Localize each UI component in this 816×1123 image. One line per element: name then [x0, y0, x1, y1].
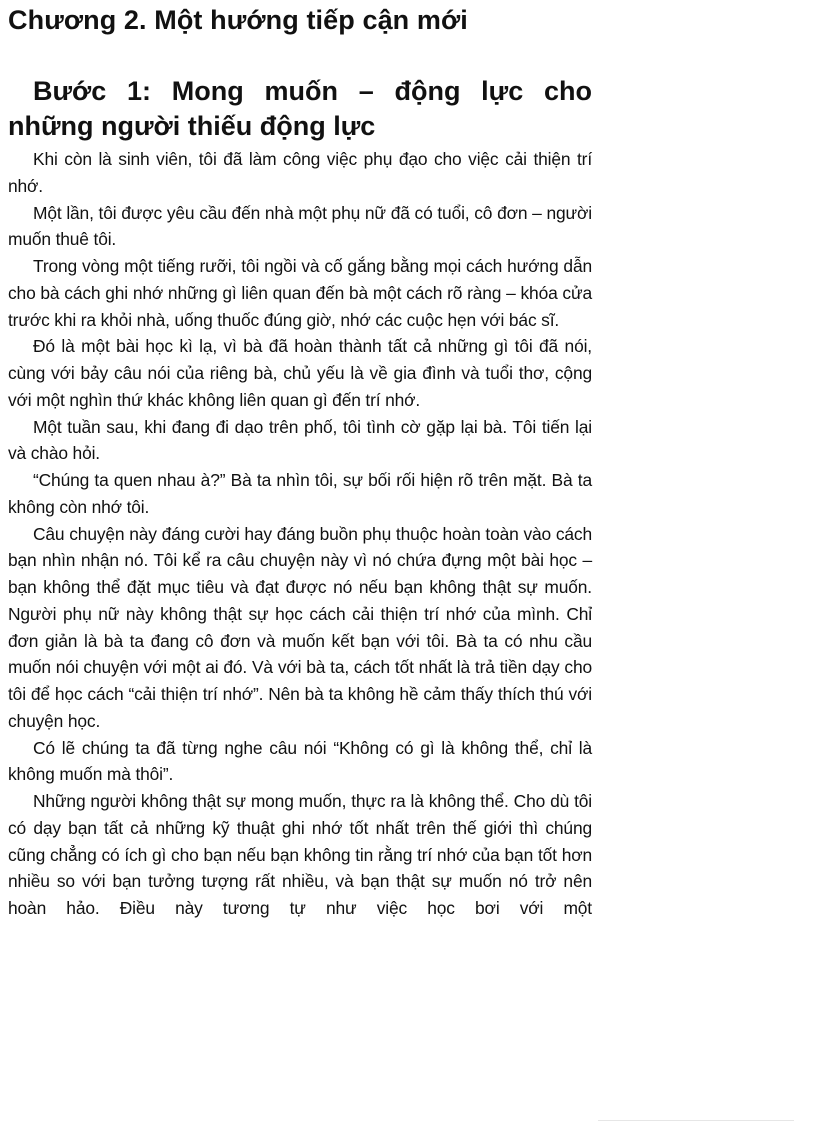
- paragraph: Một lần, tôi được yêu cầu đến nhà một phụ nữ đã có tuổi, cô đơn – người muốn thuê tôi.: [8, 202, 592, 250]
- chapter-title: Chương 2. Một hướng tiếp cận mới: [8, 5, 468, 35]
- paragraph: Câu chuyện này đáng cười hay đáng buồn phụ thuộc hoàn toàn vào cách bạn nhìn nhận nó. Tôi kể ra câu chuyện này vì nó chứa đựng một bài học – bạn không thể đặt mục tiêu và đạt được nó nếu bạn không thật sự muốn. Người phụ nữ này không thật sự học cách cải thiện trí nhớ của mình. Chỉ đơn giản là bà ta đang cô đơn và muốn kết bạn với tôi. Bà ta có nhu cầu muốn nói chuyện với một ai đó. Và với bà ta, cách tốt nhất là trả tiền dạy cho tôi để học cách “cải thiện trí nhớ”. Nên bà ta không hề cảm thấy thích thú với chuyện học.: [8, 523, 592, 731]
- document-page: [8, 0, 592, 922]
- body-text: [8, 146, 592, 922]
- paragraph: Trong vòng một tiếng rưỡi, tôi ngồi và cố gắng bằng mọi cách hướng dẫn cho bà cách ghi nhớ những gì liên quan đến bà một cách rõ ràng – khóa cửa trước khi ra khỏi nhà, uống thuốc đúng giờ, nhớ các cuộc hẹn với bác sĩ.: [8, 256, 592, 330]
- paragraph: Có lẽ chúng ta đã từng nghe câu nói “Không có gì là không thể, chỉ là không muốn mà thôi”.: [8, 737, 592, 785]
- paragraph: Đó là một bài học kì lạ, vì bà đã hoàn thành tất cả những gì tôi đã nói, cùng với bảy câu nói của riêng bà, chủ yếu là về gia đình và tuổi thơ, cộng với một nghìn thứ khác không liên quan gì đến trí nhớ.: [8, 336, 592, 410]
- paragraph: “Chúng ta quen nhau à?” Bà ta nhìn tôi, sự bối rối hiện rõ trên mặt. Bà ta không còn nhớ tôi.: [8, 470, 592, 517]
- paragraph: Những người không thật sự mong muốn, thực ra là không thể. Cho dù tôi có dạy bạn tất cả những kỹ thuật ghi nhớ tốt nhất trên thế giới thì chúng cũng chẳng có ích gì cho bạn nếu bạn không tin rằng trí nhớ của bạn tốt hơn nhiều so với bạn tưởng tượng rất nhiều, và bạn thật sự muốn nó trở nên hoàn hảo. Điều này tương tự như việc học bơi với một: [8, 791, 592, 918]
- section-title: Bước 1: Mong muốn – động lực cho những người thiếu động lực: [8, 76, 592, 141]
- page-edge-divider: [598, 1120, 794, 1121]
- paragraph: Khi còn là sinh viên, tôi đã làm công việc phụ đạo cho việc cải thiện trí nhớ.: [8, 149, 592, 196]
- paragraph: Một tuần sau, khi đang đi dạo trên phố, tôi tình cờ gặp lại bà. Tôi tiến lại và chào hỏi.: [8, 416, 592, 464]
